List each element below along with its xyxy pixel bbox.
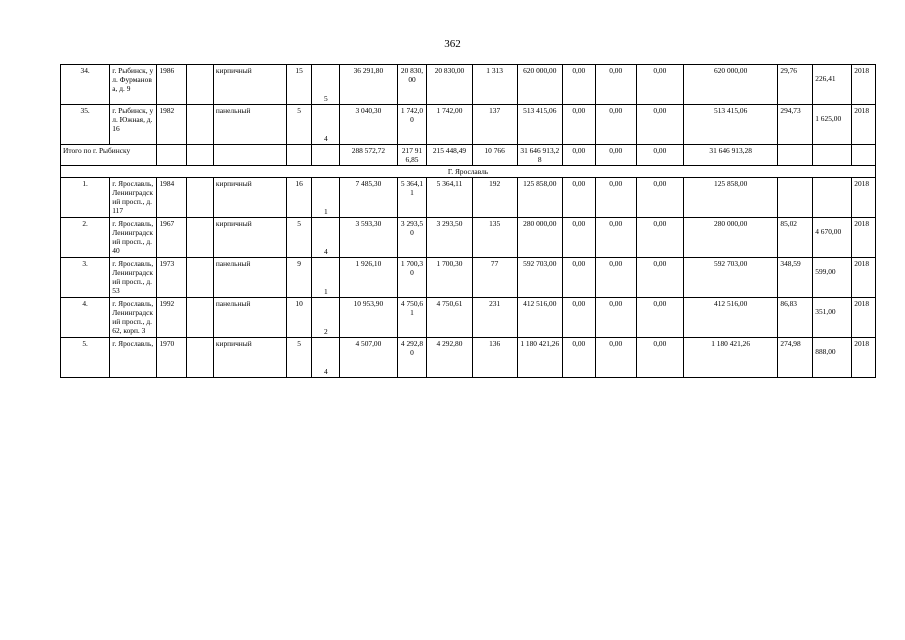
area-a-cell: 4 292,80 [397,338,427,378]
wall-material-cell: кирпичный [213,65,286,105]
entrances-cell [312,105,340,145]
table-row [61,338,876,378]
fund-3-cell: 0,00 [636,298,683,338]
residents-cell: 1 313 [472,65,517,105]
row-number: 3. [61,258,110,298]
floors-cell: 16 [286,178,312,218]
fund-2-cell: 0,00 [595,298,636,338]
fund-3-cell: 0,00 [636,338,683,378]
entrances-cell [312,65,340,105]
residents-cell: 137 [472,105,517,145]
cost-total-cell: 513 415,06 [517,105,562,145]
area-total-cell: 36 291,80 [340,65,397,105]
cost-owner-cell: 280 000,00 [683,218,777,258]
build-year-cell: 1970 [157,338,187,378]
total-area-a: 217 916,85 [397,145,427,166]
address-cell: г. Ярославль, Ленинградский просп., д. 62, корп. 3 [110,298,157,338]
row-number: 5. [61,338,110,378]
section-row [61,166,876,178]
cost-total-cell: 412 516,00 [517,298,562,338]
unit-max-cell [813,65,852,105]
rybinsk-total [61,145,876,178]
empty-cell [187,178,214,218]
year-end-cell: 2018 [852,258,876,298]
entrances-value: 1 [323,207,328,216]
row-number: 4. [61,298,110,338]
unit-max-value: 351,00 [815,307,836,316]
year-end-cell: 2018 [852,338,876,378]
unit-max-value: 599,00 [815,267,836,276]
entrances-value: 4 [323,134,328,143]
wall-material-cell: панельный [213,105,286,145]
unit-max-value: 888,00 [815,347,836,356]
table-row [61,178,876,218]
fund-3-cell: 0,00 [636,218,683,258]
fund-3-cell: 0,00 [636,105,683,145]
area-total-cell: 3 593,30 [340,218,397,258]
floors-cell: 9 [286,258,312,298]
fund-1-cell: 0,00 [562,258,595,298]
build-year-cell: 1973 [157,258,187,298]
empty-cell [187,258,214,298]
unit-max-cell [813,218,852,258]
unit-max-value: 4 670,00 [815,227,842,236]
area-a-cell: 1 700,30 [397,258,427,298]
area-a-cell: 4 750,61 [397,298,427,338]
residents-cell: 192 [472,178,517,218]
entrances-value: 2 [323,327,328,336]
entrances-value: 1 [323,287,328,296]
fund-1-cell: 0,00 [562,178,595,218]
empty-cell [187,338,214,378]
empty-cell [187,65,214,105]
residents-cell: 231 [472,298,517,338]
area-a-cell: 5 364,11 [397,178,427,218]
total-f3: 0,00 [636,145,683,166]
cost-owner-cell: 592 703,00 [683,258,777,298]
unit-cost-cell [778,178,813,218]
fund-2-cell: 0,00 [595,105,636,145]
cost-owner-cell: 412 516,00 [683,298,777,338]
floors-cell: 5 [286,218,312,258]
page-number: 362 [444,38,461,50]
fund-1-cell: 0,00 [562,338,595,378]
empty-cell [187,218,214,258]
area-a-cell: 20 830,00 [397,65,427,105]
wall-material-cell: кирпичный [213,178,286,218]
unit-max-value: 1 625,00 [815,114,842,123]
total-cost-owner: 31 646 913,28 [683,145,777,166]
table-row [61,218,876,258]
total-cost-total: 31 646 913,28 [517,145,562,166]
wall-material-cell: кирпичный [213,218,286,258]
floors-cell: 15 [286,65,312,105]
build-year-cell: 1984 [157,178,187,218]
section-title: Г. Ярославль [61,166,876,178]
area-b-cell: 1 700,30 [427,258,472,298]
cost-total-cell: 280 000,00 [517,218,562,258]
year-end-cell: 2018 [852,65,876,105]
build-year-cell: 1992 [157,298,187,338]
floors-cell: 5 [286,338,312,378]
table-row [61,258,876,298]
floors-cell: 5 [286,105,312,145]
unit-max-cell [813,298,852,338]
area-a-cell: 1 742,00 [397,105,427,145]
cost-total-cell: 620 000,00 [517,65,562,105]
entrances-cell [312,178,340,218]
cost-total-cell: 125 858,00 [517,178,562,218]
entrances-value: 4 [323,367,328,376]
empty-cell [187,105,214,145]
total-area-b: 215 448,49 [427,145,472,166]
fund-2-cell: 0,00 [595,178,636,218]
area-b-cell: 4 750,61 [427,298,472,338]
yaroslavl-rows [61,178,876,378]
total-area-total: 288 572,72 [340,145,397,166]
address-cell: г. Ярославль, Ленинградский просп., д. 117 [110,178,157,218]
table-row [61,65,876,105]
row-number: 34. [61,65,110,105]
year-end-cell: 2018 [852,105,876,145]
year-end-cell: 2018 [852,218,876,258]
year-end-cell: 2018 [852,298,876,338]
housing-register-table [60,64,876,378]
area-b-cell: 5 364,11 [427,178,472,218]
total-row [61,145,876,166]
area-total-cell: 4 507,00 [340,338,397,378]
area-b-cell: 3 293,50 [427,218,472,258]
fund-2-cell: 0,00 [595,258,636,298]
entrances-cell [312,218,340,258]
empty-cell [187,298,214,338]
fund-3-cell: 0,00 [636,258,683,298]
build-year-cell: 1986 [157,65,187,105]
table-row [61,105,876,145]
table-row [61,298,876,338]
total-f1: 0,00 [562,145,595,166]
cost-owner-cell: 620 000,00 [683,65,777,105]
unit-max-cell [813,338,852,378]
floors-cell: 10 [286,298,312,338]
row-number: 2. [61,218,110,258]
entrances-cell [312,258,340,298]
cost-owner-cell: 1 180 421,26 [683,338,777,378]
unit-max-value: 226,41 [815,74,836,83]
rybinsk-rows [61,65,876,145]
area-total-cell: 3 040,30 [340,105,397,145]
area-a-cell: 3 293,50 [397,218,427,258]
row-number: 35. [61,105,110,145]
area-total-cell: 1 926,10 [340,258,397,298]
fund-1-cell: 0,00 [562,105,595,145]
address-cell: г. Рыбинск, ул. Фурманова, д. 9 [110,65,157,105]
fund-3-cell: 0,00 [636,178,683,218]
address-cell: г. Рыбинск, ул. Южная, д. 16 [110,105,157,145]
wall-material-cell: панельный [213,298,286,338]
entrances-cell [312,338,340,378]
address-cell: г. Ярославль, Ленинградский просп., д. 40 [110,218,157,258]
area-total-cell: 7 485,30 [340,178,397,218]
area-b-cell: 4 292,80 [427,338,472,378]
total-f2: 0,00 [595,145,636,166]
residents-cell: 135 [472,218,517,258]
fund-3-cell: 0,00 [636,65,683,105]
unit-cost-cell: 294,73 [778,105,813,145]
unit-max-cell [813,258,852,298]
unit-cost-cell: 274,98 [778,338,813,378]
cost-owner-cell: 513 415,06 [683,105,777,145]
address-cell: г. Ярославль, Ленинградский просп., д. 53 [110,258,157,298]
fund-1-cell: 0,00 [562,298,595,338]
unit-cost-cell: 29,76 [778,65,813,105]
build-year-cell: 1967 [157,218,187,258]
build-year-cell: 1982 [157,105,187,145]
fund-1-cell: 0,00 [562,218,595,258]
unit-max-cell [813,105,852,145]
year-end-cell: 2018 [852,178,876,218]
address-cell: г. Ярославль, [110,338,157,378]
fund-1-cell: 0,00 [562,65,595,105]
wall-material-cell: кирпичный [213,338,286,378]
unit-cost-cell: 85,02 [778,218,813,258]
cost-total-cell: 1 180 421,26 [517,338,562,378]
unit-cost-cell: 86,83 [778,298,813,338]
entrances-value: 5 [323,94,328,103]
wall-material-cell: панельный [213,258,286,298]
residents-cell: 77 [472,258,517,298]
fund-2-cell: 0,00 [595,65,636,105]
cost-total-cell: 592 703,00 [517,258,562,298]
fund-2-cell: 0,00 [595,218,636,258]
entrances-cell [312,298,340,338]
total-label: Итого по г. Рыбинску [61,145,157,166]
entrances-value: 4 [323,247,328,256]
cost-owner-cell: 125 858,00 [683,178,777,218]
row-number: 1. [61,178,110,218]
fund-2-cell: 0,00 [595,338,636,378]
unit-cost-cell: 348,59 [778,258,813,298]
area-total-cell: 10 953,90 [340,298,397,338]
residents-cell: 136 [472,338,517,378]
total-residents: 10 766 [472,145,517,166]
unit-max-cell [813,178,852,218]
area-b-cell: 20 830,00 [427,65,472,105]
area-b-cell: 1 742,00 [427,105,472,145]
